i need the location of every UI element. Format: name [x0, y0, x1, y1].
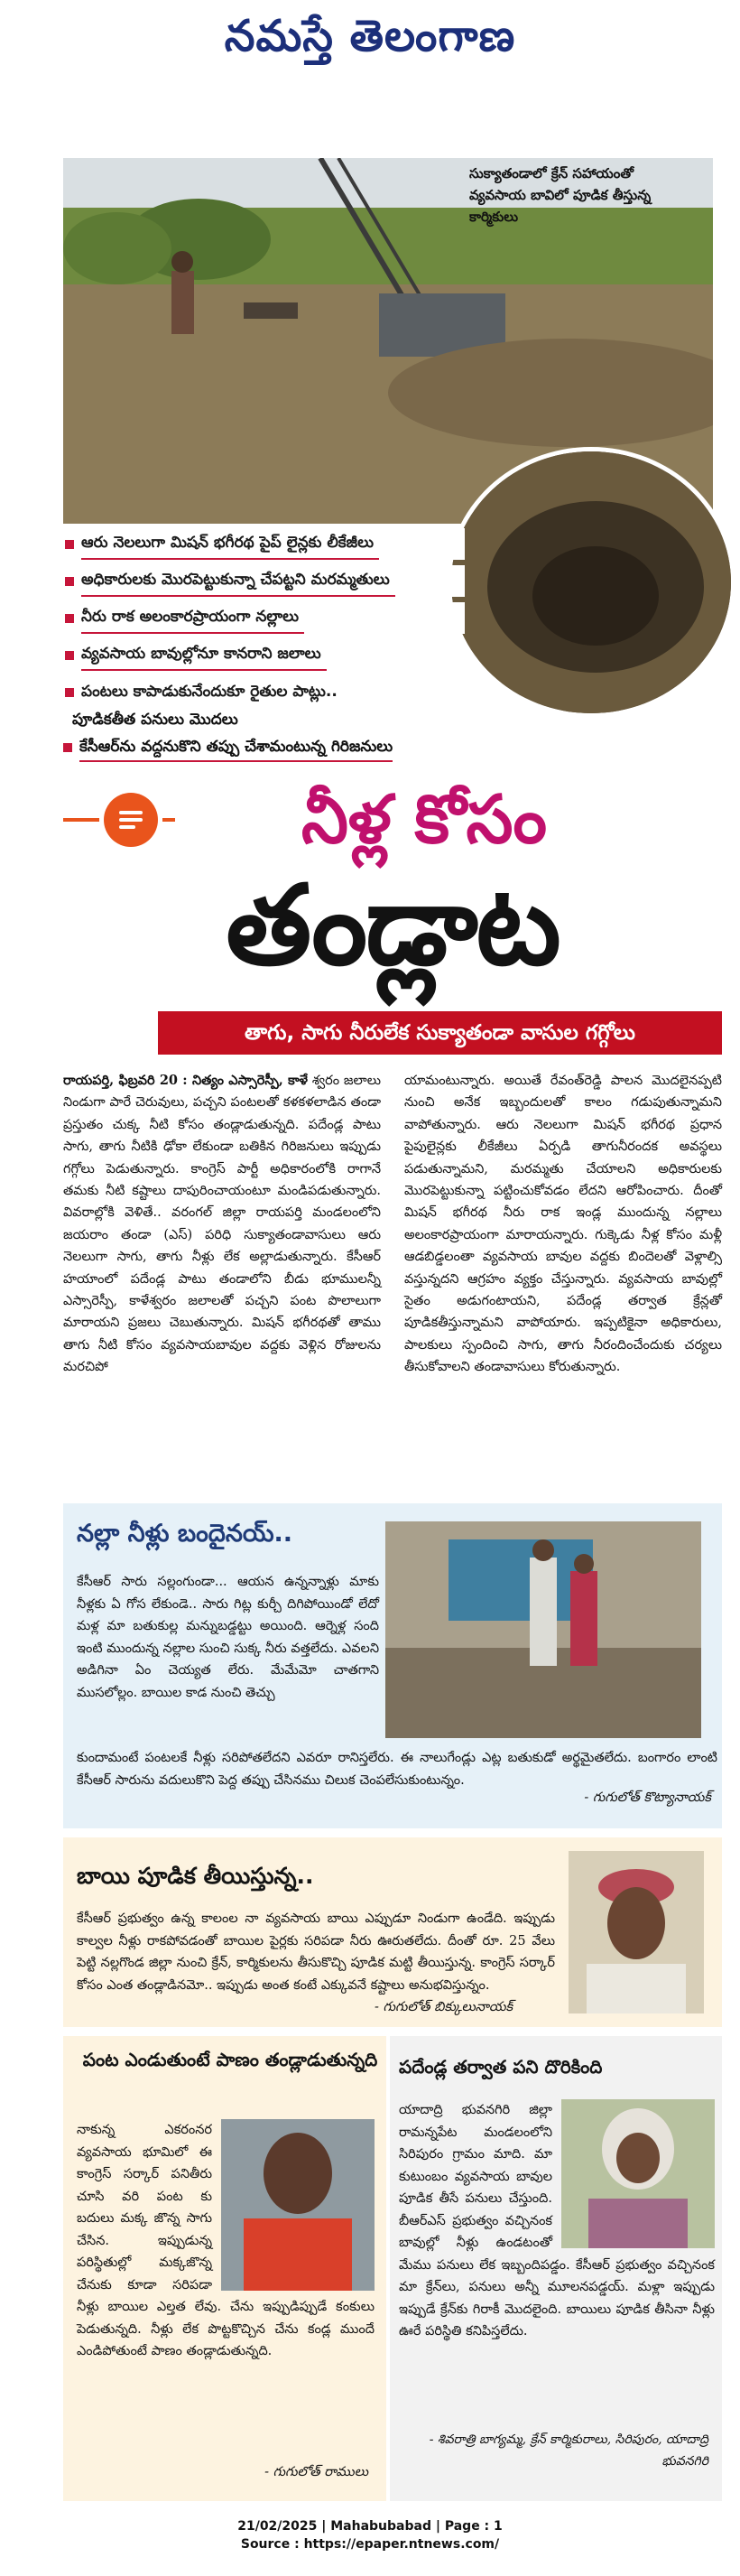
article-column-2: యామంటున్నారు. అయితే రేవంత్‌రెడ్డి పాలన మొదలైనప్పటి నుంచి అనేక ఇబ్బందులతో కాలం గడుపుతున్నామని వాపోతున్నారు. ఆరు నెలలుగా మిషన్ భగీరథ ప్రధాన పైపులైన్లకు లీకేజీలు ఏర్పడి తాగునీరందక అవస్థలు పడుతున్నామని, మరమ్మతు చేయాలని అధికారులకు మొరపెట్టుకున్నా పట్టించుకోవడం లేదని ఆరోపించారు. దీంతో మిషన్ భగీరథ నీరు రాక ఇండ్ల ముందున్న నల్లాలు అలంకారప్రాయంగా మారాయన్నారు. గుక్కెడు నీళ్ల కోసం మళ్లీ ఆడబిడ్డలంతా వ్యవసాయ బావుల వద్దకు బిందెలతో వెళ్లాల్సి వస్తున్నదని ఆగ్రహం వ్యక్తం చేస్తున్నారు. వ్యవసాయ బావుల్లో సైతం అడుగంటాయని, పదేండ్ల తర్వాత క్రేన్లతో పూడికతీస్తున్నామని వాపోయారు. ఇప్పటికైనా అధికారులు, పాలకులు స్పందించి సాగు, తాగు నీరందించేందుకు చర్యలు తీసుకోవాలని తండావాసులు కోరుతున్నారు.	[404, 1074, 722, 1375]
highlight-item: అధికారులకు మొరపెట్టుకున్నా చేపట్టని మరమ్మతులు	[63, 565, 465, 597]
bullet-marker	[63, 743, 72, 752]
headline-top: నీళ్ల కోసం	[301, 781, 548, 859]
highlight-item: వ్యవసాయ బావుల్లోనూ కానరాని జలాలు	[63, 639, 465, 671]
farmer-red-shirt-photo	[221, 2119, 375, 2291]
farmer-red-image	[221, 2119, 375, 2291]
quote-text-2: కేసీఆర్ ప్రభుత్వం ఉన్న కాలంల నా వ్యవసాయ బాయి ఎప్పుడూ నిండుగా ఉండేది. ఇప్పుడు కాల్వల నీళ్లు రాకపోవడంతో బాయిల పైర్లకు సరిపడా నీరు ఊరుతలేదు. దీంతో రూ. 25 వేలు పెట్టి నల్లగొండ జిల్లా నుంచి క్రేన్, కార్మికులను తీసుకొచ్చి పూడిక మట్టి తీయిస్తున్న. కాంగ్రెస్ సర్కార్ కోసం ఎంత తండ్లాడినమో.. ఇప్పుడు అంత కంటే ఎక్కువనే కష్టాలు అనుభవిస్తున్నం.	[77, 1911, 555, 1993]
article-text-1: శ్వరం జలాలు నిండుగా పారే చెరువులు, పచ్చని పంటలతో కళకళలాడిన తండా ప్రస్తుతం చుక్క నీటి కోసం తండ్లాడుతున్నది. పదేండ్ల పాటు సాగు, తాగు నీటికి ఢోకా లేకుండా బతికిన గిరిజనులు ఇప్పుడు గగ్గోలు పెడుతున్నారు. కాంగ్రెస్ పార్టీ అధికారంలోకి రాగానే తమకు నీటి కష్టాలు దాపురించాయంటూ మండిపడుతున్నారు. వివరాల్లోకి వెళితే.. వరంగల్ జిల్లా రాయపర్తి మండలంలోని జయరాం తండా (ఎస్) పరిధి సుక్యాతండావాసులు ఆరు నెలలుగా సాగు, తాగు నీళ్లు లేక అల్లాడుతున్నారు. కేసీఆర్ హయాంలో పదేండ్ల పాటు తండాలోని బీడు భూములన్నీ ఎస్సారెస్పీ, కాళేశ్వరం జలాలతో పచ్చని పంట పొలాలుగా మారాయని ప్రజలు చెబుతున్నారు. మిషన్ భగీరథతో తాము తాగు నీటి కోసం వ్యవసాయబావుల వద్దకు వెళ్లిన రోజులను మరచిపో	[63, 1074, 381, 1375]
bullet-marker	[65, 577, 74, 586]
farmer-portrait-photo	[569, 1851, 704, 2013]
masthead-title: నమస్తే తెలంగాణ	[224, 11, 516, 61]
logo-dash-left	[63, 818, 99, 822]
quote-box-4	[390, 2036, 722, 2501]
footer-source: Source : https://epaper.ntnews.com/	[240, 2537, 500, 2552]
couple-image	[385, 1521, 701, 1738]
highlight-continuation: పూడికతీత పనులు మొదలు	[72, 711, 238, 729]
quote-title-4: పదేండ్ల తర్వాత పని దొరికింది	[399, 2056, 603, 2078]
woman-worker-photo	[561, 2099, 715, 2248]
quote-signature-2: - గుగులోత్ బిక్కులునాయక్	[375, 2000, 513, 2014]
article-column-1	[63, 1070, 381, 1379]
headline-main: తండ్లాట	[226, 861, 560, 990]
quote-signature-1: - గుగులోత్ కొట్యానాయక్	[584, 1790, 711, 1805]
article-dateline: రాయపర్తి, ఫిబ్రవరి 20 : నిత్యం ఎస్సారెస్పీ, కాళే	[63, 1073, 309, 1088]
quote-box-3	[63, 2036, 386, 2501]
quote-signature-3: - గుగులోత్ రాములు	[264, 2465, 368, 2479]
quote-title-2: బాయి పూడిక తీయిస్తున్న..	[77, 1863, 314, 1889]
article-body	[63, 1070, 722, 1379]
quote-text-1b: కుందామంటే పంటలకే నీళ్లు సరిపోతలేదని ఎవరూ రానిస్తలేరు. ఈ నాలుగేండ్లు ఎట్ల బతుకుడో అర్థమైతలేదు. బంగారం లాంటి కేసీఆర్ సారును వదులుకొని పెద్ద తప్పు చేసినము చిలుక చెంపలేసుకుంటున్నం.	[77, 1751, 717, 1788]
quote-title-1: నల్లా నీళ్లు బందైనయ్..	[77, 1520, 293, 1548]
well-inset-photo	[447, 447, 735, 718]
farmer-image	[569, 1851, 704, 2013]
bullet-marker	[65, 651, 74, 660]
quote-text-4: యాదాద్రి భువనగిరి జిల్లా రామన్నపేట మండలంలోని సిరిపురం గ్రామం మాది. మా కుటుంబం వ్యవసాయ బావుల పూడిక తీసే పనులు చేస్తుంది. బీఆర్ఎస్ ప్రభుత్వం వచ్చినంక బావుల్లో నీళ్లు ఉండటంతో మేము పనులు లేక ఇబ్బందిపడ్డం. కేసీఆర్ ప్రభుత్వం వచ్చినంక మా క్రేన్‌లు, పనులు అన్నీ మూలనపడ్డయ్. మళ్లా ఇప్పుడు ఇప్పుడే క్రేన్‌కు గిరాకీ మొదలైంది. బాయిలు పూడిక తీసినా నీళ్లు ఊరే పరిస్థితి కనిపిస్తలేదు.	[399, 2099, 715, 2343]
footer-edition: 21/02/2025 | Mahabubabad | Page : 1	[237, 2519, 503, 2534]
highlight-item: పంటలు కాపాడుకునేందుకూ రైతుల పాట్లు..	[63, 676, 465, 708]
quote-box-1	[63, 1503, 722, 1828]
bullet-marker	[65, 614, 74, 623]
photo-caption: సుక్యాతండాలో క్రేన్ సహాయంతో వ్యవసాయ బావిలో పూడిక తీస్తున్న కార్మికులు	[469, 165, 652, 225]
page-footer	[0, 2517, 740, 2553]
highlight-item: నీరు రాక అలంకారప్రాయంగా నల్లాలు	[63, 602, 465, 634]
bullet-marker	[65, 540, 74, 549]
subheadline-bar: తాగు, సాగు నీరులేక సుక్యాతండా వాసుల గగ్గోలు	[158, 1011, 722, 1055]
masthead	[0, 0, 740, 86]
newspaper-logo-icon	[104, 793, 158, 847]
quote-text-3: నాకున్న ఎకరంనర వ్యవసాయ భూమిలో ఈ కాంగ్రెస్ సర్కార్ పనితీరు చూసి వరి పంట కు బదులు మక్క జొన్న సాగు చేసిన. ఇప్పుడున్న పరిస్థితుల్లో మక్కజొన్న చేనుకు కూడా సరిపడా నీళ్లు బాయిల ఎల్తత లేవు. చేను ఇప్పుడిప్పుడే కంకులు పెడుతున్నది. నీళ్లు లేక పొట్టకొచ్చిన చేను కండ్ల ముందే ఎండిపోతుంటే పాణం తండ్లాడుతున్నది.	[77, 2119, 375, 2363]
quote-text-1a: కేసీఆర్ సారు సల్లంగుండా... ఆయన ఉన్నన్నాళ్లు మాకు నీళ్లకు ఏ గోస లేకుండె.. సారు గిట్ల కుర్చీ దిగిపోయిండో లేదో మళ్ల మా బతుకుల్ల మన్నుబడ్డట్టు అయింది. ఆర్నెళ్ల సంది ఇంటి ముందున్న నల్లాల సుంచి సుక్క నీరు వత్తలేదు. ఎవలని అడిగినా ఏం చెయ్యత లేరు. మేమేమో చాతగాని ముసలోల్లం. బాయిల కాడ నుంచి తెచ్చు	[77, 1575, 379, 1700]
woman-image	[561, 2099, 715, 2248]
quote-signature-4: - శివరాత్రి బాగ్యమ్మ, క్రేన్ కార్మికురాలు, సిరిపురం, యాదాద్రి భువనగిరి	[429, 2432, 708, 2469]
highlight-item: కేసీఆర్‌ను వద్దనుకొని తప్పు చేశామంటున్న గిరిజనులు	[63, 733, 393, 762]
quote-title-3: పంట ఎండుతుంటే పాణం తండ్లాడుతున్నది	[82, 2049, 378, 2070]
bullet-marker	[65, 688, 74, 697]
highlight-item: ఆరు నెలలుగా మిషన్ భగీరథ పైప్ లైన్లకు లీకేజీలు	[63, 528, 465, 560]
elderly-couple-photo	[385, 1521, 701, 1738]
highlights-list	[63, 528, 465, 713]
well-image	[451, 451, 735, 718]
quote-box-2	[63, 1837, 722, 2027]
